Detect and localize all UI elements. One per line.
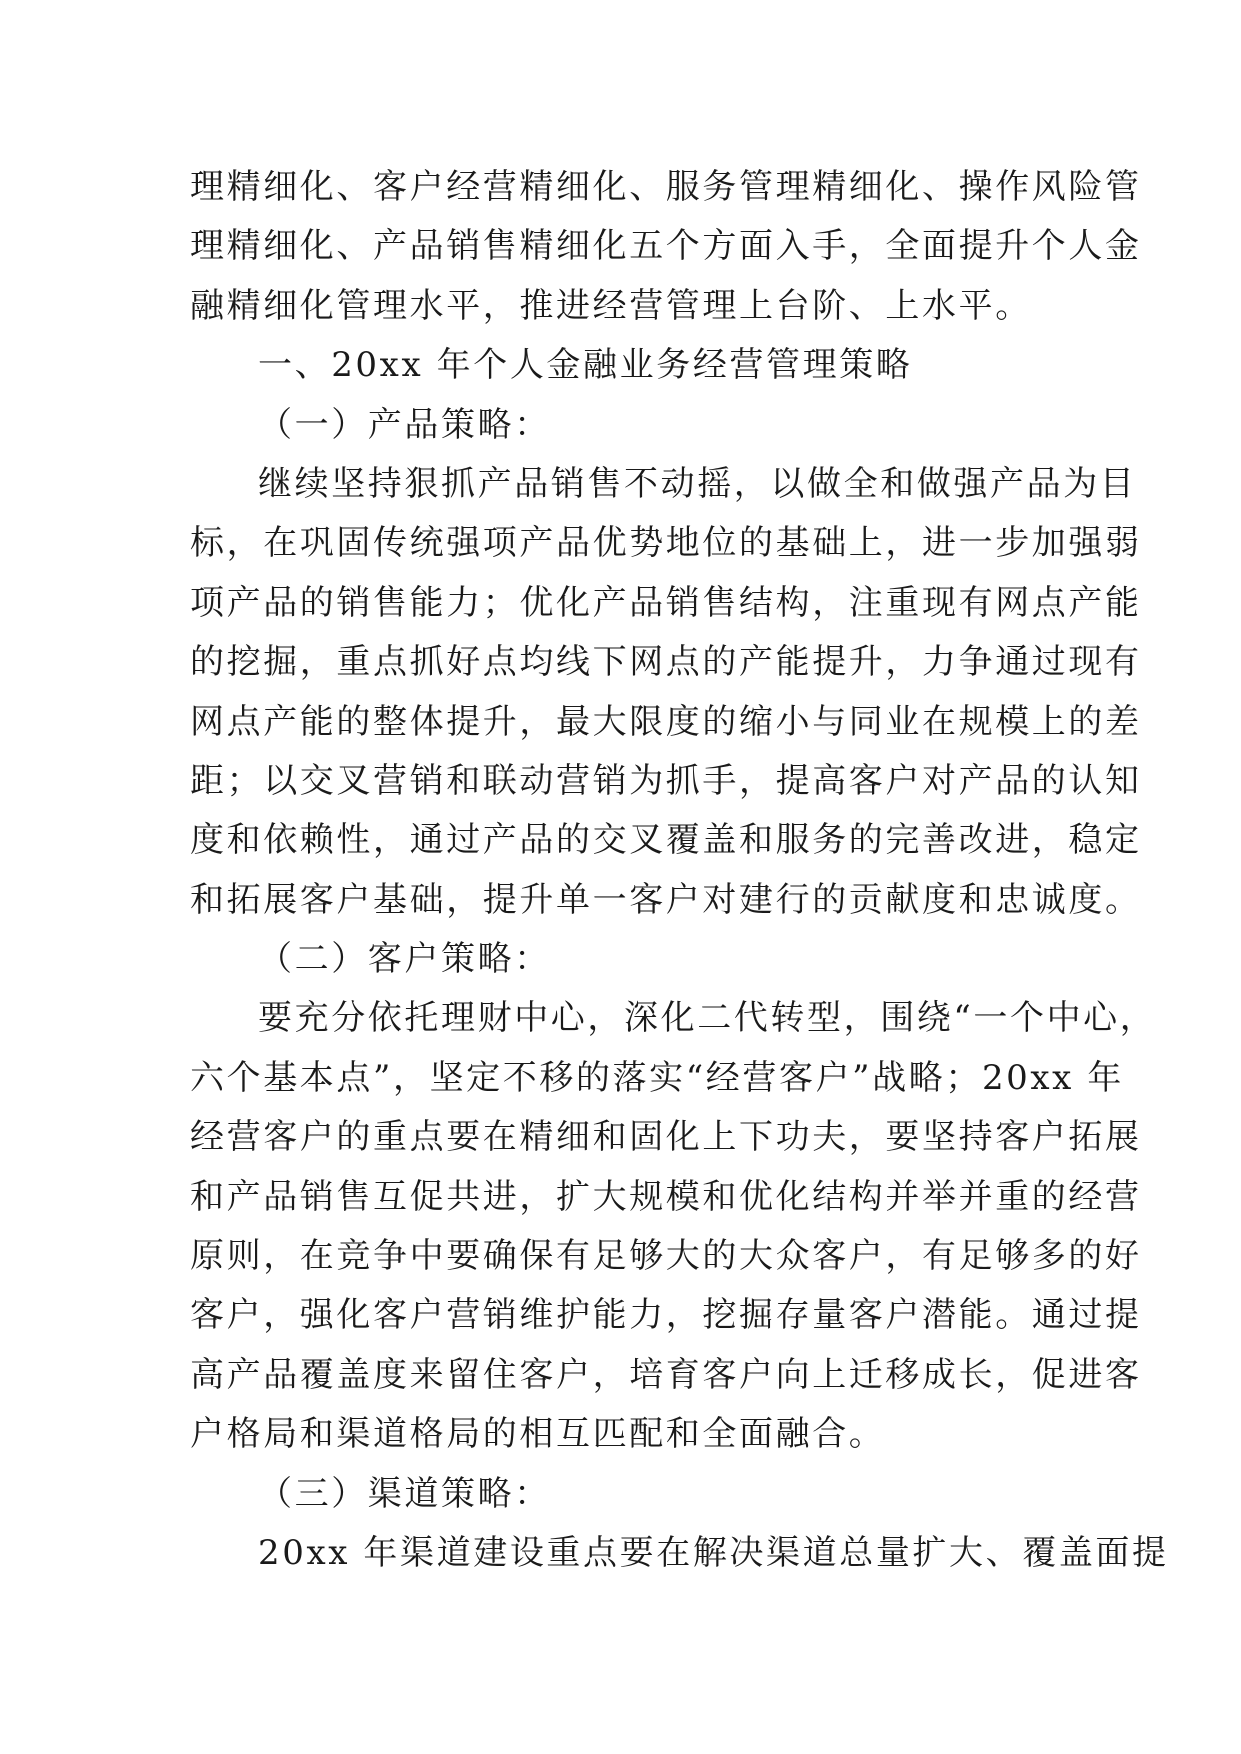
text-line: 继续坚持狠抓产品销售不动摇，以做全和做强产品为目 [258, 463, 1137, 504]
text-line: 20xx 年渠道建设重点要在解决渠道总量扩大、覆盖面提 [258, 1532, 1169, 1573]
text-line: 原则，在竞争中要确保有足够大的大众客户，有足够多的好 [190, 1236, 1142, 1277]
text-line: 度和依赖性，通过产品的交叉覆盖和服务的完善改进，稳定 [190, 820, 1142, 861]
text-line: 网点产能的整体提升，最大限度的缩小与同业在规模上的差 [190, 701, 1142, 742]
text-line: 的挖掘，重点抓好点均线下网点的产能提升，力争通过现有 [190, 642, 1142, 683]
text-line: 和拓展客户基础，提升单一客户对建行的贡献度和忠诚度。 [190, 879, 1142, 920]
text-line: 理精细化、产品销售精细化五个方面入手，全面提升个人金 [190, 226, 1142, 267]
text-line: 项产品的销售能力；优化产品销售结构，注重现有网点产能 [190, 582, 1142, 623]
text-line: 和产品销售互促共进，扩大规模和优化结构并举并重的经营 [190, 1176, 1142, 1217]
text-line: 户格局和渠道格局的相互匹配和全面融合。 [190, 1414, 886, 1455]
text-line: 理精细化、客户经营精细化、服务管理精细化、操作风险管 [190, 167, 1142, 207]
section-heading: 一、20xx 年个人金融业务经营管理策略 [258, 345, 913, 386]
text-line: 客户，强化客户营销维护能力，挖掘存量客户潜能。通过提 [190, 1295, 1142, 1336]
text-line: 要充分依托理财中心，深化二代转型，围绕“一个中心， [258, 998, 1157, 1039]
text-line: 标，在巩固传统强项产品优势地位的基础上，进一步加强弱 [190, 523, 1142, 564]
document-body [190, 158, 1169, 1583]
text-line: 经营客户的重点要在精细和固化上下功夫，要坚持客户拓展 [190, 1117, 1142, 1158]
text-line: 六个基本点”，坚定不移的落实“经营客户”战略；20xx 年 [190, 1057, 1124, 1098]
subsection-heading: （一）产品策略： [258, 404, 551, 445]
subsection-heading: （二）客户策略： [258, 939, 551, 980]
subsection-heading: （三）渠道策略： [258, 1473, 551, 1514]
text-line: 高产品覆盖度来留住客户，培育客户向上迁移成长，促进客 [190, 1354, 1142, 1395]
text-line: 距；以交叉营销和联动营销为抓手，提高客户对产品的认知 [190, 760, 1142, 801]
text-line: 融精细化管理水平，推进经营管理上台阶、上水平。 [190, 285, 1032, 326]
